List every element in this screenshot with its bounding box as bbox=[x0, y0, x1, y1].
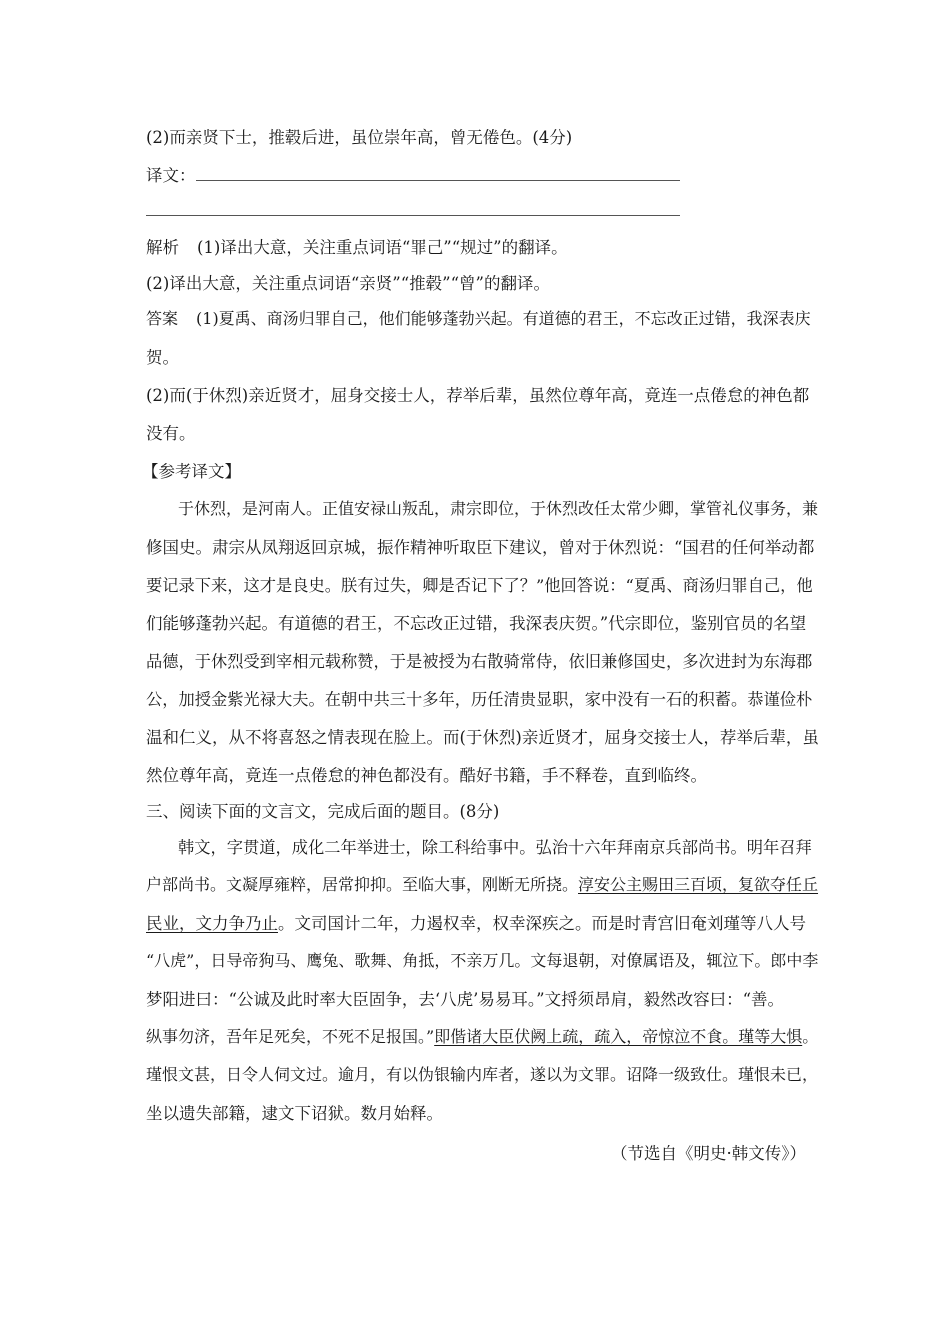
reference-line: 们能够蓬勃兴起。有道德的君王，不忘改正过错，我深表庆贺。”代宗即位，鉴别官员的名望 bbox=[146, 614, 807, 633]
passage-text: 纵事勿济，吾年足死矣，不死不足报国。” bbox=[146, 1027, 435, 1046]
passage-text: 。文司国计二年，力遏权幸，权幸深疾之。而是时青宫旧奄刘瑾等八人号 bbox=[278, 914, 806, 933]
passage-line bbox=[146, 872, 818, 895]
answer-line: (2)而(于休烈)亲近贤才，屈身交接士人，荐举后辈，虽然位尊年高，竟连一点倦怠的神色都 bbox=[146, 386, 810, 405]
reference-translation-heading: 【参考译文】 bbox=[142, 462, 241, 481]
analysis-line: (2)译出大意，关注重点词语“亲贤”“推毂”“曾”的翻译。 bbox=[146, 274, 550, 293]
reference-line: 温和仁义，从不将喜怒之情表现在脸上。而(于休烈)亲近贤才，屈身交接士人，荐举后辈，虽 bbox=[146, 728, 819, 747]
passage-line: “八虎”，日导帝狗马、鹰兔、歌舞、角抵，不亲万几。文每退朝，对僚属语及，辄泣下。郎中李 bbox=[146, 951, 819, 970]
answer-line: 没有。 bbox=[146, 424, 196, 443]
passage-line: 梦阳进曰：“公诚及此时率大臣固争，去‘八虎’易易耳。”文捋须昂肩，毅然改容曰：“善。 bbox=[146, 990, 785, 1009]
analysis-line bbox=[146, 234, 568, 258]
reference-line: 公，加授金紫光禄大夫。在朝中共三十多年，历任清贵显职，家中没有一石的积蓄。恭谨俭朴 bbox=[146, 690, 813, 709]
reference-line: 于休烈，是河南人。正值安禄山叛乱，肃宗即位，于休烈改任太常少卿，掌管礼仪事务，兼 bbox=[178, 499, 819, 518]
answer-text: (1)夏禹、商汤归罪自己，他们能够蓬勃兴起。有道德的君王，不忘改正过错，我深表庆 bbox=[196, 309, 811, 328]
passage-line: 瑾恨文甚，日令人伺文过。逾月，有以伪银输内库者，遂以为文罪。诏降一级致仕。瑾恨未已， bbox=[146, 1065, 819, 1084]
underlined-sentence: 民业，文力争乃止 bbox=[146, 914, 278, 933]
passage-text: 。 bbox=[802, 1027, 819, 1046]
underlined-sentence: 即偕诸大臣伏阙上疏，疏入，帝惊泣不食。瑾等大惧 bbox=[434, 1027, 803, 1046]
underlined-sentence: 淳安公主赐田三百顷，复欲夺任丘 bbox=[578, 875, 819, 894]
reference-line: 修国史。肃宗从凤翔返回京城，振作精神听取臣下建议，曾对于休烈说：“国君的任何举动都 bbox=[146, 538, 815, 557]
analysis-text: (1)译出大意，关注重点词语“罪己”“规过”的翻译。 bbox=[197, 238, 568, 257]
passage-line: 坐以遗失部籍，逮文下诏狱。数月始释。 bbox=[146, 1104, 443, 1123]
reference-line: 品德，于休烈受到宰相元载称赞，于是被授为右散骑常侍，依旧兼修国史，多次进封为东海郡 bbox=[146, 652, 813, 671]
reference-line: 然位尊年高，竟连一点倦怠的神色都没有。酷好书籍，手不释卷，直到临终。 bbox=[146, 766, 707, 785]
question-2: (2)而亲贤下士，推毂后进，虽位崇年高，曾无倦色。(4分) bbox=[146, 128, 573, 147]
translation-label: 译文： bbox=[146, 166, 196, 185]
passage-line bbox=[146, 910, 806, 934]
reference-line: 要记录下来，这才是良史。朕有过失，卿是否记下了？”他回答说：“夏禹、商汤归罪自己，他 bbox=[146, 576, 813, 595]
answer-blank-line[interactable] bbox=[196, 180, 680, 181]
analysis-label: 解析 bbox=[146, 238, 179, 257]
passage-line bbox=[146, 1024, 818, 1047]
answer-label: 答案 bbox=[146, 309, 179, 328]
answer-line bbox=[146, 306, 811, 329]
answer-line: 贺。 bbox=[146, 348, 179, 367]
passage-line: 韩文，字贯道，成化二年举进士，除工科给事中。弘治十六年拜南京兵部尚书。明年召拜 bbox=[178, 838, 812, 857]
answer-blank-line[interactable] bbox=[146, 215, 680, 216]
passage-text: 户部尚书。文凝厚雍粹，居常抑抑。至临大事，刚断无所挠。 bbox=[146, 875, 579, 894]
passage-source: （节选自《明史·韩文传》） bbox=[611, 1144, 806, 1163]
section-3-title: 三、阅读下面的文言文，完成后面的题目。(8分) bbox=[146, 802, 500, 821]
